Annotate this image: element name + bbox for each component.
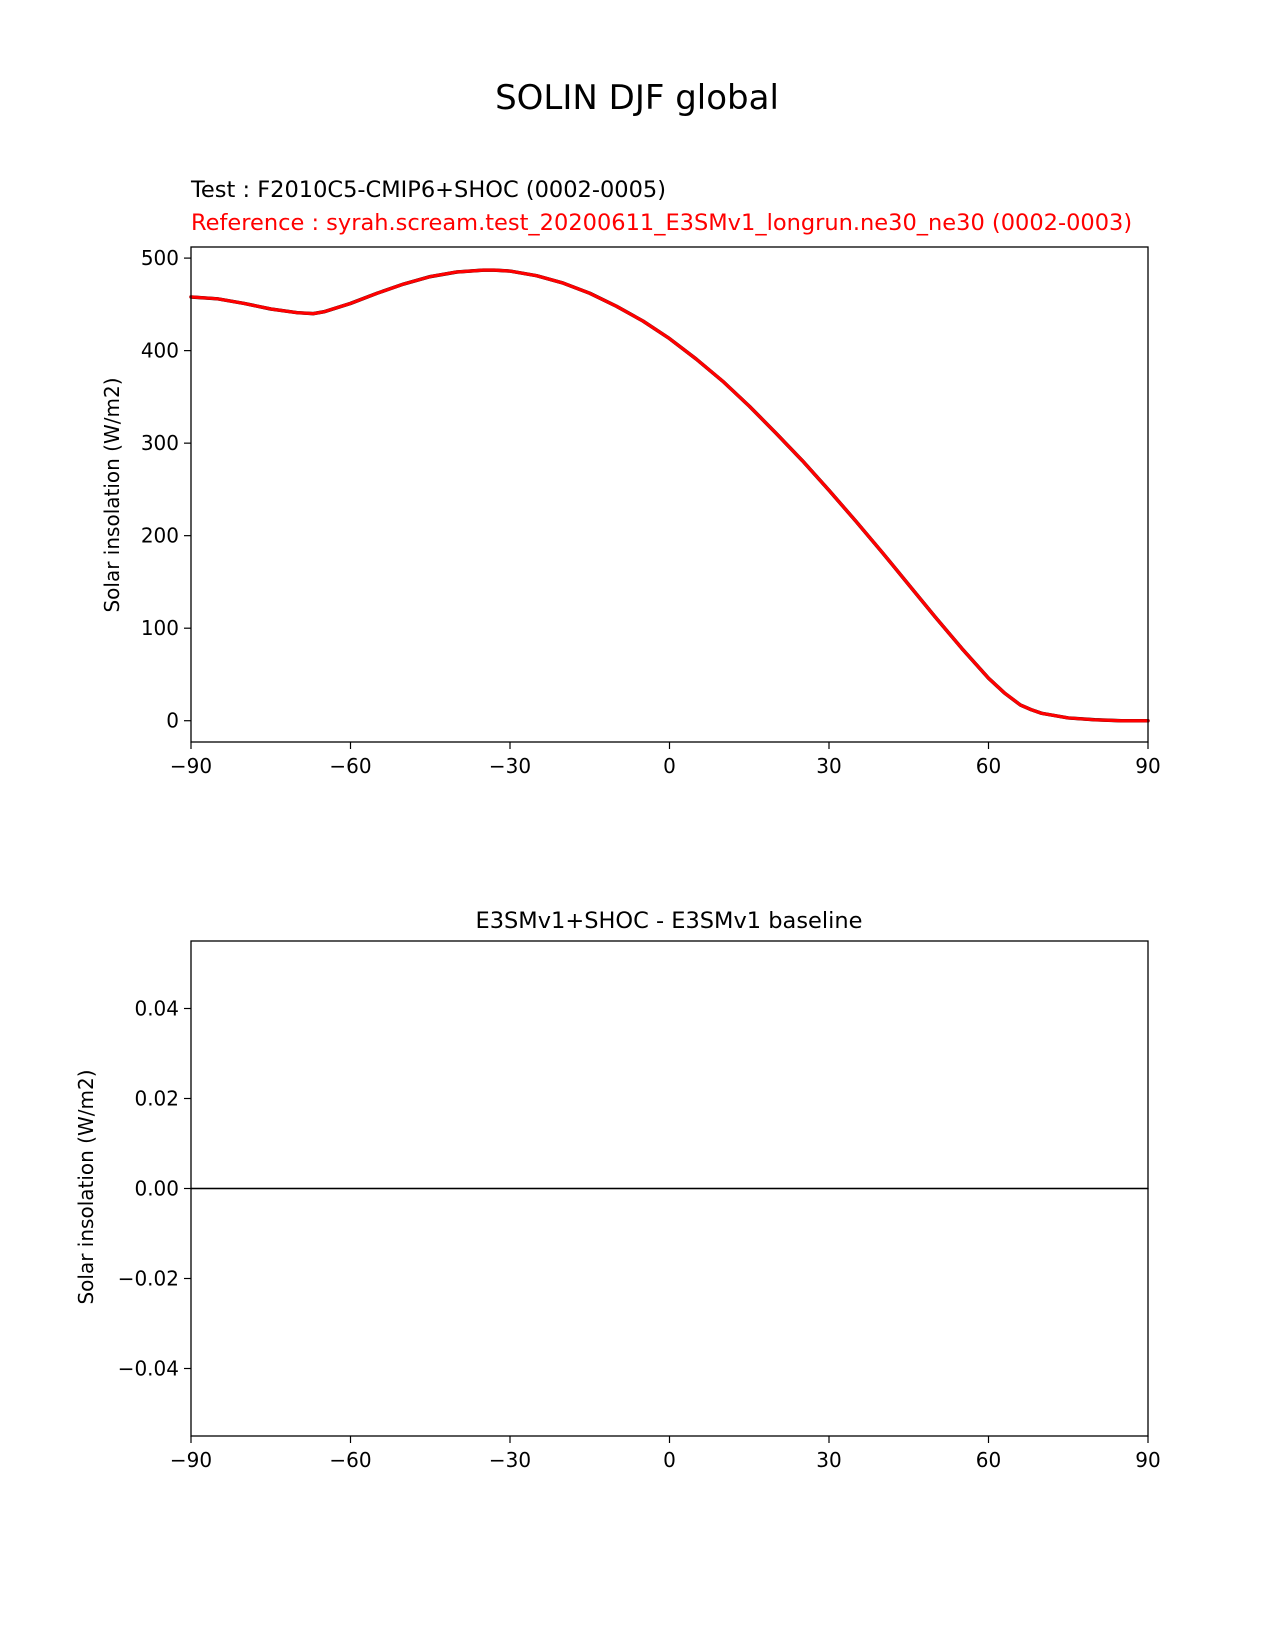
y-tick-label: 200 xyxy=(140,523,179,548)
y-tick-label: 0.02 xyxy=(134,1086,179,1111)
bottom-plot-area xyxy=(118,941,1161,1472)
y-tick-label: 400 xyxy=(140,338,179,363)
top-reference-title: Reference : syrah.scream.test_20200611_E3SMv1_longrun.ne30_ne30 (0002-0003) xyxy=(191,210,1133,236)
bottom-panel xyxy=(74,908,1161,1472)
y-tick-label: −0.02 xyxy=(117,1266,179,1291)
y-tick-label: 0.00 xyxy=(134,1176,179,1201)
y-tick-label: 500 xyxy=(140,246,179,271)
x-tick-label: −60 xyxy=(329,1448,372,1472)
series-line-reference xyxy=(191,270,1148,721)
x-tick-label: −60 xyxy=(329,754,372,778)
x-tick-label: 60 xyxy=(975,1448,1002,1472)
y-tick-label: 0 xyxy=(166,708,179,733)
x-tick-label: −90 xyxy=(169,754,213,778)
y-tick-label: 300 xyxy=(140,431,179,456)
x-tick-label: −90 xyxy=(169,1448,213,1472)
top-panel xyxy=(100,177,1161,778)
x-tick-label: 30 xyxy=(816,754,842,778)
x-tick-label: 90 xyxy=(1135,1448,1161,1472)
y-tick-label: 0.04 xyxy=(134,996,179,1021)
x-tick-label: −30 xyxy=(488,754,532,778)
y-tick-label: −0.04 xyxy=(117,1356,179,1381)
y-tick-label: 100 xyxy=(140,616,179,641)
axes-frame xyxy=(191,247,1148,742)
x-tick-label: 90 xyxy=(1135,754,1161,778)
x-tick-label: 60 xyxy=(975,754,1002,778)
x-tick-label: 0 xyxy=(663,754,676,778)
bottom-ylabel: Solar insolation (W/m2) xyxy=(74,1069,98,1305)
x-tick-label: −30 xyxy=(488,1448,532,1472)
x-tick-label: 30 xyxy=(816,1448,842,1472)
top-plot-area xyxy=(141,246,1161,778)
top-test-title: Test : F2010C5-CMIP6+SHOC (0002-0005) xyxy=(191,177,667,203)
figure-title: SOLIN DJF global xyxy=(495,78,779,118)
bottom-title: E3SMv1+SHOC - E3SMv1 baseline xyxy=(475,908,863,934)
top-ylabel: Solar insolation (W/m2) xyxy=(100,377,124,613)
x-tick-label: 0 xyxy=(663,1448,676,1472)
